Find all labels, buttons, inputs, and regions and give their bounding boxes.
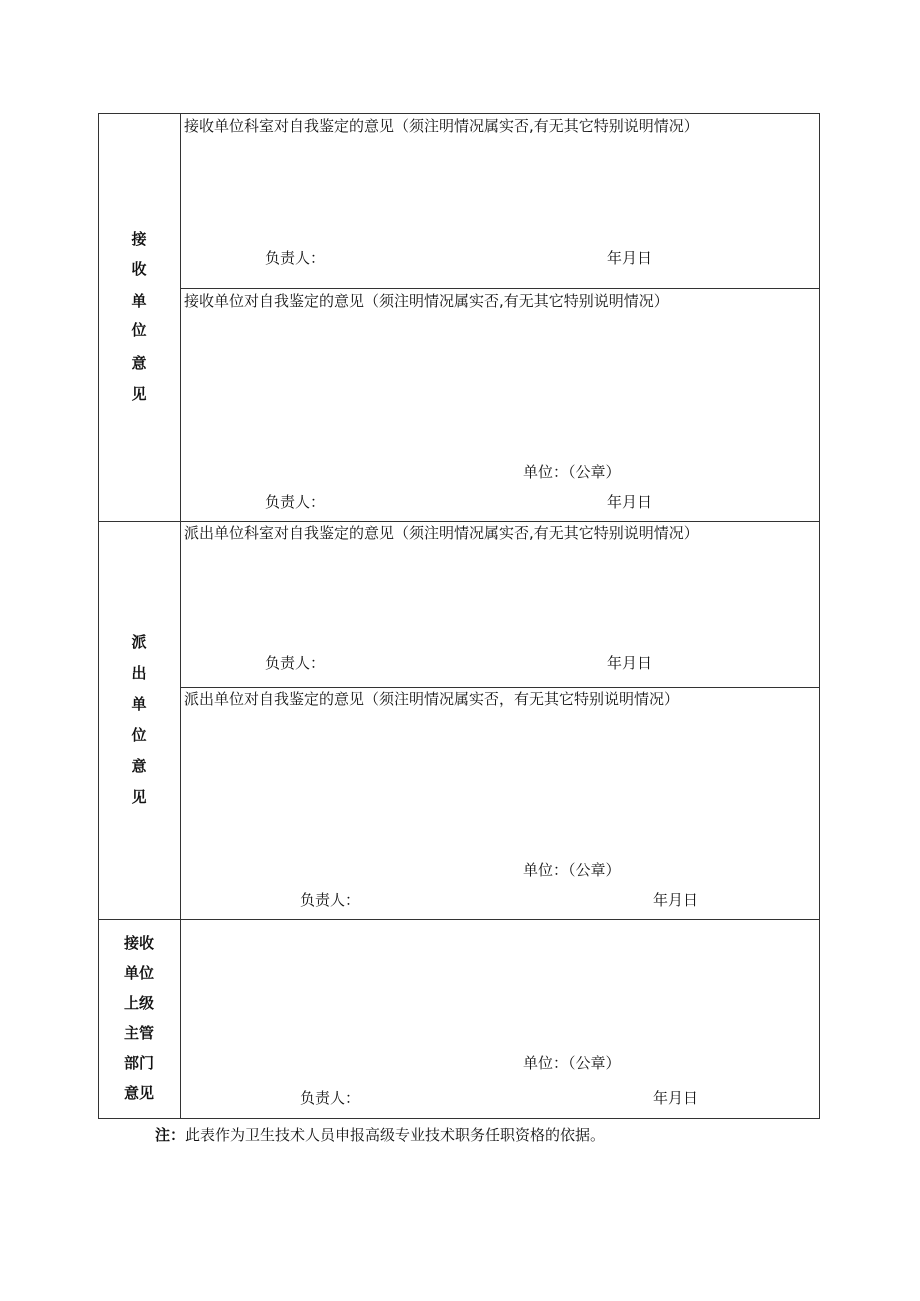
superior-label-line: 单位 (123, 964, 154, 982)
receiving-label-char: 收 (131, 260, 147, 278)
receiving-label-char: 单 (131, 292, 147, 310)
receiving-label-char: 接 (131, 230, 147, 248)
receiving-unit-date-field[interactable]: 年月日 (607, 493, 653, 511)
receiving-label-char: 见 (131, 385, 147, 403)
sending-label-char: 意 (131, 757, 147, 775)
opinion-form-table (98, 113, 820, 1119)
sending-dept-date-field[interactable]: 年月日 (607, 654, 653, 672)
label-column-divider (180, 113, 181, 1119)
receiving-label-char: 位 (131, 321, 147, 339)
sending-unit-seal-field[interactable]: 单位：（公章） (523, 861, 621, 879)
sending-unit-person-field[interactable]: 负责人： (300, 891, 361, 909)
superior-seal-field[interactable]: 单位：（公章） (523, 1054, 621, 1072)
sending-unit-opinion-heading: 派出单位对自我鉴定的意见（须注明情况属实否，有无其它特别说明情况） (184, 690, 680, 708)
superior-label-line: 接收 (123, 934, 154, 952)
row-divider-sending-inner (180, 687, 820, 688)
table-border-top (98, 113, 820, 114)
receiving-dept-person-field[interactable]: 负责人： (265, 249, 326, 267)
table-border-right (819, 113, 820, 1119)
sending-unit-date-field[interactable]: 年月日 (653, 891, 699, 909)
superior-date-field[interactable]: 年月日 (653, 1089, 699, 1107)
receiving-dept-opinion-heading: 接收单位科室对自我鉴定的意见（须注明情况属实否,有无其它特别说明情况） (184, 117, 699, 135)
receiving-label-char: 意 (131, 354, 147, 372)
sending-label-char: 单 (131, 695, 147, 713)
sending-label-char: 位 (131, 726, 147, 744)
sending-dept-person-field[interactable]: 负责人： (265, 654, 326, 672)
receiving-unit-person-field[interactable]: 负责人： (265, 493, 326, 511)
footnote-text: 此表作为卫生技术人员申报高级专业技术职务任职资格的依据。 (185, 1126, 606, 1144)
superior-label-line: 主管 (123, 1024, 154, 1042)
superior-label-line: 部门 (123, 1054, 154, 1072)
superior-label-line: 上级 (123, 994, 154, 1012)
receiving-unit-opinion-heading: 接收单位对自我鉴定的意见（须注明情况属实否,有无其它特别说明情况） (184, 292, 669, 310)
sending-label-char: 见 (131, 788, 147, 806)
sending-dept-opinion-heading: 派出单位科室对自我鉴定的意见（须注明情况属实否,有无其它特别说明情况） (184, 524, 699, 542)
sending-label-char: 派 (131, 633, 147, 651)
superior-person-field[interactable]: 负责人： (300, 1089, 361, 1107)
table-border-bottom (98, 1118, 820, 1119)
footnote-prefix: 注： (155, 1126, 186, 1144)
row-divider-sending-superior (98, 919, 820, 920)
row-divider-receiving-sending (98, 521, 820, 522)
superior-label-line: 意见 (123, 1084, 154, 1102)
footnote (155, 1124, 605, 1145)
sending-label-char: 出 (131, 664, 147, 682)
row-divider-receiving-inner (180, 288, 820, 289)
receiving-unit-seal-field[interactable]: 单位：（公章） (523, 463, 621, 481)
receiving-dept-date-field[interactable]: 年月日 (607, 249, 653, 267)
